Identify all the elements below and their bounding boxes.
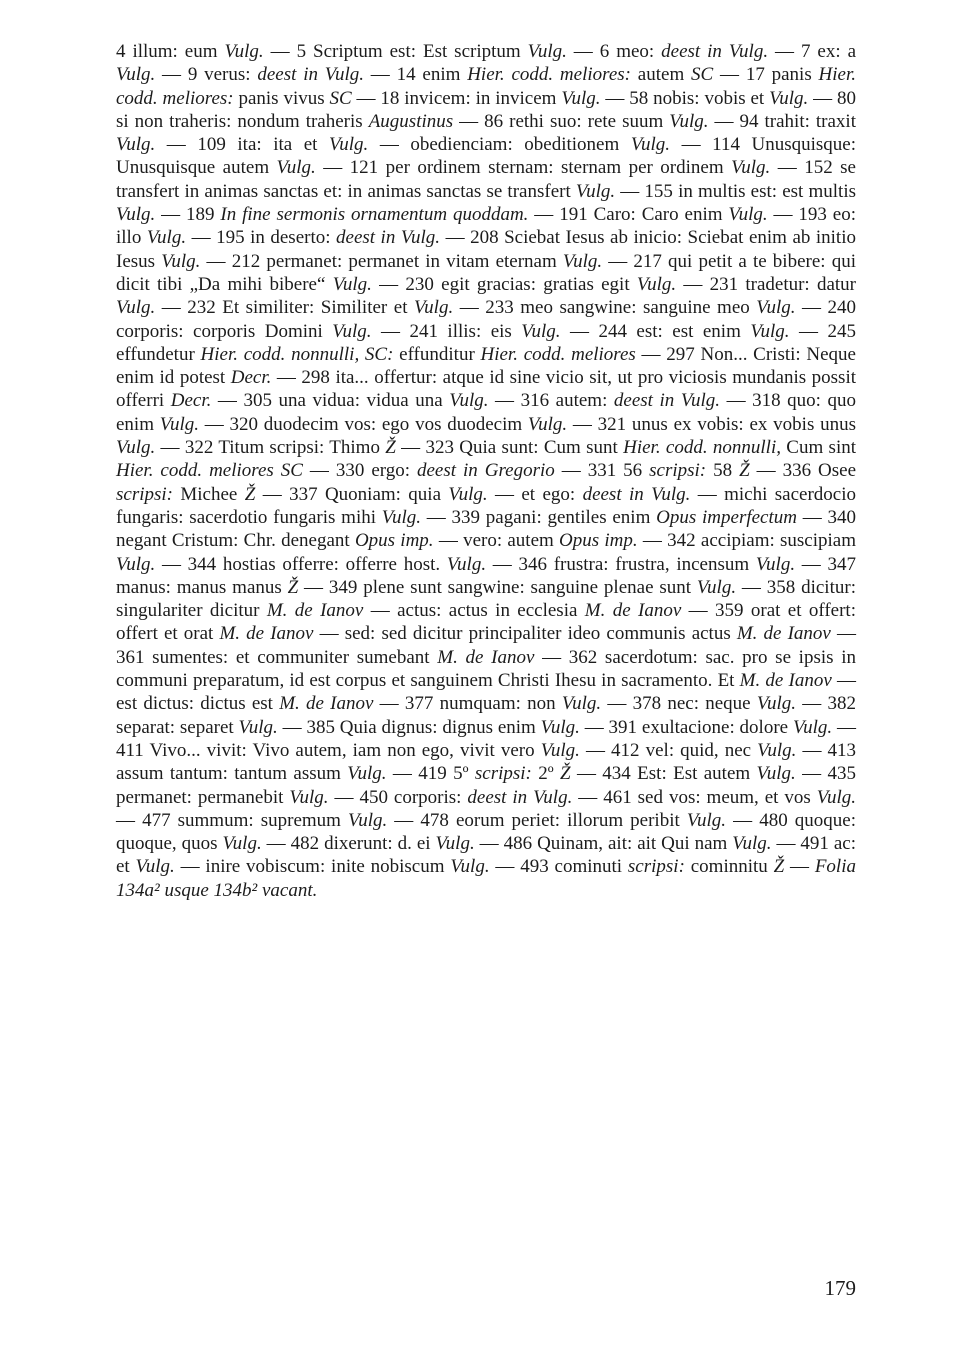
apparatus-text: — 109 ita: ita et [155, 134, 330, 156]
apparatus-siglum: deest in Vulg. [613, 390, 721, 412]
apparatus-siglum: M. de Ianov [437, 646, 535, 668]
apparatus-text: — 231 tradetur: datur [676, 273, 856, 295]
apparatus-text: — 5 Scriptum est: Est scriptum [263, 41, 528, 62]
apparatus-siglum: Vulg. [732, 833, 772, 855]
apparatus-text: — 322 Titum scripsi: Thimo [155, 437, 386, 459]
apparatus-siglum: Vulg. [146, 227, 187, 249]
apparatus-siglum: Vulg. [224, 41, 264, 62]
apparatus-text: — 320 duodecim vos: ego vos duodecim [198, 413, 528, 435]
apparatus-text: — 340 negant Cristum: Chr. denegant [116, 506, 857, 552]
apparatus-text: — 461 sed vos: meum, et vos [572, 786, 817, 808]
apparatus-text: panis vivus [233, 87, 330, 109]
apparatus-siglum: Vulg. [792, 716, 833, 738]
apparatus-siglum: M. de Ianov [584, 600, 682, 622]
apparatus-text: — 17 panis [713, 64, 819, 86]
apparatus-text: 58 [706, 460, 740, 482]
apparatus-siglum: Ž [244, 483, 256, 505]
apparatus-text: — 241 illis: eis [371, 320, 522, 342]
apparatus-text: — 240 corporis: corporis Domini [116, 297, 857, 342]
apparatus-text: — 321 unus ex vobis: ex vobis unus [567, 413, 856, 435]
apparatus-siglum: Vulg. [561, 693, 602, 715]
apparatus-siglum: Hier. codd. nonnulli, SC: [200, 343, 394, 365]
apparatus-text: — 477 summum: supremum [116, 809, 348, 831]
apparatus-siglum: Decr. [230, 367, 272, 389]
apparatus-siglum: Opus imp. [354, 530, 434, 552]
apparatus-siglum: Vulg. [222, 833, 262, 855]
apparatus-siglum: Vulg. [116, 553, 156, 575]
apparatus-siglum: Vulg. [116, 297, 156, 319]
apparatus-text: — 478 eorum periet: illorum peribit [387, 809, 687, 831]
apparatus-text: — 358 dicitur: singulariter dicitur [116, 576, 856, 622]
apparatus-siglum: Vulg. [116, 134, 156, 156]
apparatus-siglum: Vulg. [527, 413, 568, 435]
apparatus-text: — 318 quo: quo enim [116, 390, 857, 435]
apparatus-siglum: deest in Vulg. [582, 483, 691, 505]
apparatus-text: — 480 quoque: quoque, quos [116, 809, 856, 855]
apparatus-siglum: Vulg. [669, 110, 709, 132]
apparatus-siglum: Vulg. [161, 250, 201, 272]
apparatus-text: — 323 Quia sunt: Cum sunt [395, 437, 624, 459]
apparatus-text: autem [631, 64, 692, 86]
apparatus-siglum: scripsi: [649, 460, 707, 482]
apparatus-text: — 191 Caro: Caro enim [528, 204, 729, 226]
apparatus-text: — 58 nobis: vobis et [600, 87, 770, 109]
apparatus-siglum: Opus imperfectum [656, 506, 797, 528]
apparatus-siglum: Vulg. [540, 739, 580, 761]
apparatus-text: — inire vobiscum: inite nobiscum [174, 856, 451, 878]
apparatus-siglum: deest in Gregorio [417, 460, 555, 482]
apparatus-siglum: Vulg. [756, 297, 796, 319]
apparatus-siglum: Vulg. [756, 763, 796, 785]
apparatus-siglum: Vulg. [413, 297, 454, 319]
apparatus-text: — 297 Non... Cristi: Neque enim id potest [116, 343, 856, 389]
apparatus-siglum: Vulg. [348, 809, 388, 831]
apparatus-siglum: Ž [385, 437, 396, 459]
apparatus-text: — 244 est: est enim [560, 320, 751, 342]
apparatus-siglum: Vulg. [435, 833, 475, 855]
apparatus-siglum: Vulg. [116, 64, 156, 86]
apparatus-text: — 337 Quoniam: quia [255, 483, 449, 505]
apparatus-siglum: Vulg. [575, 180, 616, 202]
apparatus-text: — 359 orat et offert: offert et orat [116, 600, 856, 645]
apparatus-text: — 378 nec: neque [601, 693, 757, 715]
apparatus-siglum: deest in Vulg. [467, 786, 573, 808]
apparatus-text: — 121 per ordinem sternam: sternam per ordinem [315, 157, 732, 179]
apparatus-text: — 339 pagani: gentiles enim [421, 506, 657, 528]
apparatus-text: Michee [173, 483, 245, 505]
apparatus-siglum: Vulg. [636, 273, 677, 295]
apparatus-siglum: M. de Ianov [736, 623, 831, 645]
apparatus-text: — 298 ita... offertur: atque id sine vicio sit, ut pro viciosis mundanis possit offerri [116, 367, 856, 412]
apparatus-siglum: deest in Vulg. [661, 41, 769, 62]
apparatus-siglum: Folia 134a² usque 134b² vacant. [116, 856, 856, 901]
apparatus-text: — 482 dixerunt: d. ei [261, 833, 436, 855]
apparatus-text: — 217 qui petit a te bibere: qui dicit tibi „Da mihi bibere“ [116, 250, 856, 295]
apparatus-text: — 382 separat: separet [116, 693, 857, 738]
apparatus-siglum: Vulg. [238, 716, 278, 738]
apparatus-siglum: SC [691, 64, 714, 86]
apparatus-text: — 346 frustra: frustra, incensum [486, 553, 756, 575]
apparatus-text: — 316 autem: [488, 390, 614, 412]
apparatus-siglum: SC [329, 87, 352, 109]
apparatus-text: — 14 enim [364, 64, 468, 86]
apparatus-siglum: Opus imp. [559, 530, 638, 552]
apparatus-text: effunditur [393, 343, 481, 365]
apparatus-siglum: Vulg. [696, 576, 737, 598]
apparatus-text: — 232 Et similiter: Similiter et [155, 297, 414, 319]
apparatus-siglum: Vulg. [816, 786, 856, 808]
apparatus-text: — 193 eo: illo [116, 204, 857, 249]
apparatus-text: — 212 permanet: permanet in vitam eternam [200, 250, 563, 272]
apparatus-siglum: scripsi: [116, 483, 173, 505]
apparatus-text: cominnitu [684, 856, 774, 878]
apparatus-text: — 413 assum tantum: tantum assum [116, 739, 857, 785]
apparatus-siglum: In fine sermonis ornamentum quoddam. [220, 204, 529, 226]
apparatus-siglum: Vulg. [731, 157, 771, 179]
apparatus-siglum: M. de Ianov [279, 693, 374, 715]
apparatus-siglum: Vulg. [562, 250, 603, 272]
apparatus-text: — obedienciam: obeditionem [368, 134, 631, 156]
apparatus-text: — actus: actus in ecclesia [363, 600, 585, 622]
apparatus-text: — 305 una vidua: vidua una [211, 390, 450, 412]
apparatus-siglum: Vulg. [527, 41, 567, 62]
apparatus-siglum: deest in Vulg. [257, 64, 364, 86]
apparatus-text: — 6 meo: [566, 41, 662, 62]
apparatus-text: 4 illum: eum [116, 41, 225, 62]
apparatus-text: — [784, 856, 815, 878]
apparatus-siglum: M. de Ianov [739, 670, 832, 692]
apparatus-siglum: Hier. codd. meliores: [116, 64, 856, 109]
apparatus-siglum: Vulg. [450, 856, 490, 878]
apparatus-text: — 195 in deserto: [186, 227, 337, 249]
apparatus-siglum: Vulg. [769, 87, 809, 109]
apparatus-siglum: Vulg. [449, 390, 489, 412]
apparatus-siglum: Vulg. [159, 413, 199, 435]
apparatus-text: — 152 se transfert in animas sanctas et: in animas sanctas se transfert [116, 157, 856, 202]
apparatus-siglum: M. de Ianov [219, 623, 314, 645]
apparatus-text: — sed: sed dicitur principaliter ideo communis actus [313, 623, 737, 645]
apparatus-text: — 331 56 [554, 460, 650, 482]
apparatus-text: — 491 ac: et [116, 833, 856, 878]
apparatus-text: — et ego: [487, 483, 583, 505]
apparatus-siglum: Vulg. [540, 716, 580, 738]
apparatus-siglum: Vulg. [116, 437, 156, 459]
apparatus-siglum: Hier. codd. meliores [480, 343, 636, 365]
apparatus-text: — 419 5º [386, 763, 475, 785]
apparatus-text: — 94 trahit: traxit [708, 110, 856, 132]
apparatus-siglum: Vulg. [381, 506, 422, 528]
apparatus-siglum: Vulg. [116, 204, 156, 226]
apparatus-text: — 18 invicem: in invicem [351, 87, 562, 109]
apparatus-siglum: Vulg. [332, 320, 372, 342]
apparatus-siglum: Ž [739, 460, 750, 482]
page-number: 179 [824, 1276, 856, 1300]
apparatus-text: — 208 Sciebat Iesus ab inicio: Sciebat enim ab initio Iesus [116, 227, 856, 272]
apparatus-text: — 385 Quia dignus: dignus enim [277, 716, 541, 738]
apparatus-text: — vero: autem [433, 530, 560, 552]
apparatus-text: 2º [531, 763, 560, 785]
critical-apparatus [116, 40, 856, 902]
apparatus-text: — michi sacerdocio fungaris: sacerdotio fungaris mihi [116, 483, 856, 528]
apparatus-siglum: Decr. [170, 390, 212, 412]
apparatus-text: — 411 Vivo... vivit: Vivo autem, iam non ego, vivit vero [116, 716, 857, 761]
apparatus-text: — 80 si non traheris: nondum traheris [116, 87, 857, 132]
apparatus-text: — 342 accipiam: suscipiam [637, 530, 856, 552]
apparatus-text: — 347 manus: manus manus [116, 553, 856, 598]
apparatus-text: — 114 Unusquisque: Unusquisque autem [116, 134, 856, 179]
apparatus-siglum: deest in Vulg. [336, 227, 441, 249]
apparatus-text: — 233 meo sangwine: sanguine meo [453, 297, 757, 319]
apparatus-text: — 412 vel: quid, nec [579, 739, 758, 761]
apparatus-siglum: Vulg. [728, 204, 768, 226]
apparatus-text: — 362 sacerdotum: sac. pro se ipsis in communi preparatum, id est corpus et sanguinem Christi Ihesu in sacramento. Et [116, 646, 856, 692]
apparatus-siglum: Vulg. [521, 320, 561, 342]
apparatus-text: — 391 exultacione: dolore [579, 716, 793, 738]
apparatus-siglum: Vulg. [757, 739, 797, 761]
apparatus-siglum: Hier. codd. meliores SC [116, 460, 303, 482]
apparatus-text: — est dictus: dictus est [116, 670, 856, 715]
apparatus-siglum: scripsi: [474, 763, 532, 785]
apparatus-siglum: Ž [287, 576, 299, 598]
apparatus-text: — 450 corporis: [328, 786, 468, 808]
apparatus-siglum: Augustinus [368, 110, 454, 132]
apparatus-siglum: M. de Ianov [266, 600, 364, 622]
apparatus-text: — 493 cominuti [489, 856, 628, 878]
apparatus-siglum: Vulg. [332, 273, 372, 295]
apparatus-text: — 434 Est: Est autem [570, 763, 757, 785]
apparatus-siglum: Vulg. [289, 786, 329, 808]
apparatus-text: — 361 sumentes: et communiter sumebant [116, 623, 856, 668]
apparatus-siglum: Ž [560, 763, 571, 785]
apparatus-text: — 245 effundetur [116, 320, 857, 365]
apparatus-siglum: Hier. codd. meliores: [467, 64, 631, 86]
apparatus-siglum: scripsi: [627, 856, 685, 878]
apparatus-text: — 486 Quinam, ait: ait Qui nam [474, 833, 733, 855]
apparatus-text: — 349 plene sunt sangwine: sanguine plenae sunt [298, 576, 697, 598]
apparatus-siglum: Hier. codd. nonnulli, [623, 437, 781, 459]
apparatus-text: — 344 hostias offerre: offerre host. [155, 553, 447, 575]
apparatus-siglum: Vulg. [755, 553, 796, 575]
apparatus-siglum: Vulg. [135, 856, 175, 878]
apparatus-text: — 189 [155, 204, 221, 226]
apparatus-text: — 377 numquam: non [373, 693, 562, 715]
apparatus-siglum: Vulg. [276, 157, 316, 179]
apparatus-text: — 330 ergo: [302, 460, 417, 482]
apparatus-siglum: Vulg. [448, 483, 488, 505]
apparatus-text: — 155 in multis est: est multis [615, 180, 856, 202]
apparatus-text: — 9 verus: [155, 64, 258, 86]
apparatus-siglum: Vulg. [630, 134, 671, 156]
apparatus-text: — 7 ex: a [768, 41, 857, 62]
apparatus-text: — 435 permanet: permanebit [116, 763, 856, 808]
apparatus-siglum: Vulg. [686, 809, 727, 831]
apparatus-text: — 230 egit gracias: gratias egit [371, 273, 637, 295]
apparatus-text: — 336 Osee [749, 460, 857, 482]
apparatus-siglum: Ž [773, 856, 785, 878]
apparatus-text: — 86 rethi suo: rete suum [453, 110, 670, 132]
apparatus-siglum: Vulg. [347, 763, 387, 785]
apparatus-siglum: Vulg. [750, 320, 790, 342]
apparatus-siglum: Vulg. [561, 87, 601, 109]
apparatus-text: Cum sint [780, 437, 857, 459]
apparatus-siglum: Vulg. [329, 134, 369, 156]
apparatus-siglum: Vulg. [446, 553, 487, 575]
apparatus-siglum: Vulg. [756, 693, 797, 715]
